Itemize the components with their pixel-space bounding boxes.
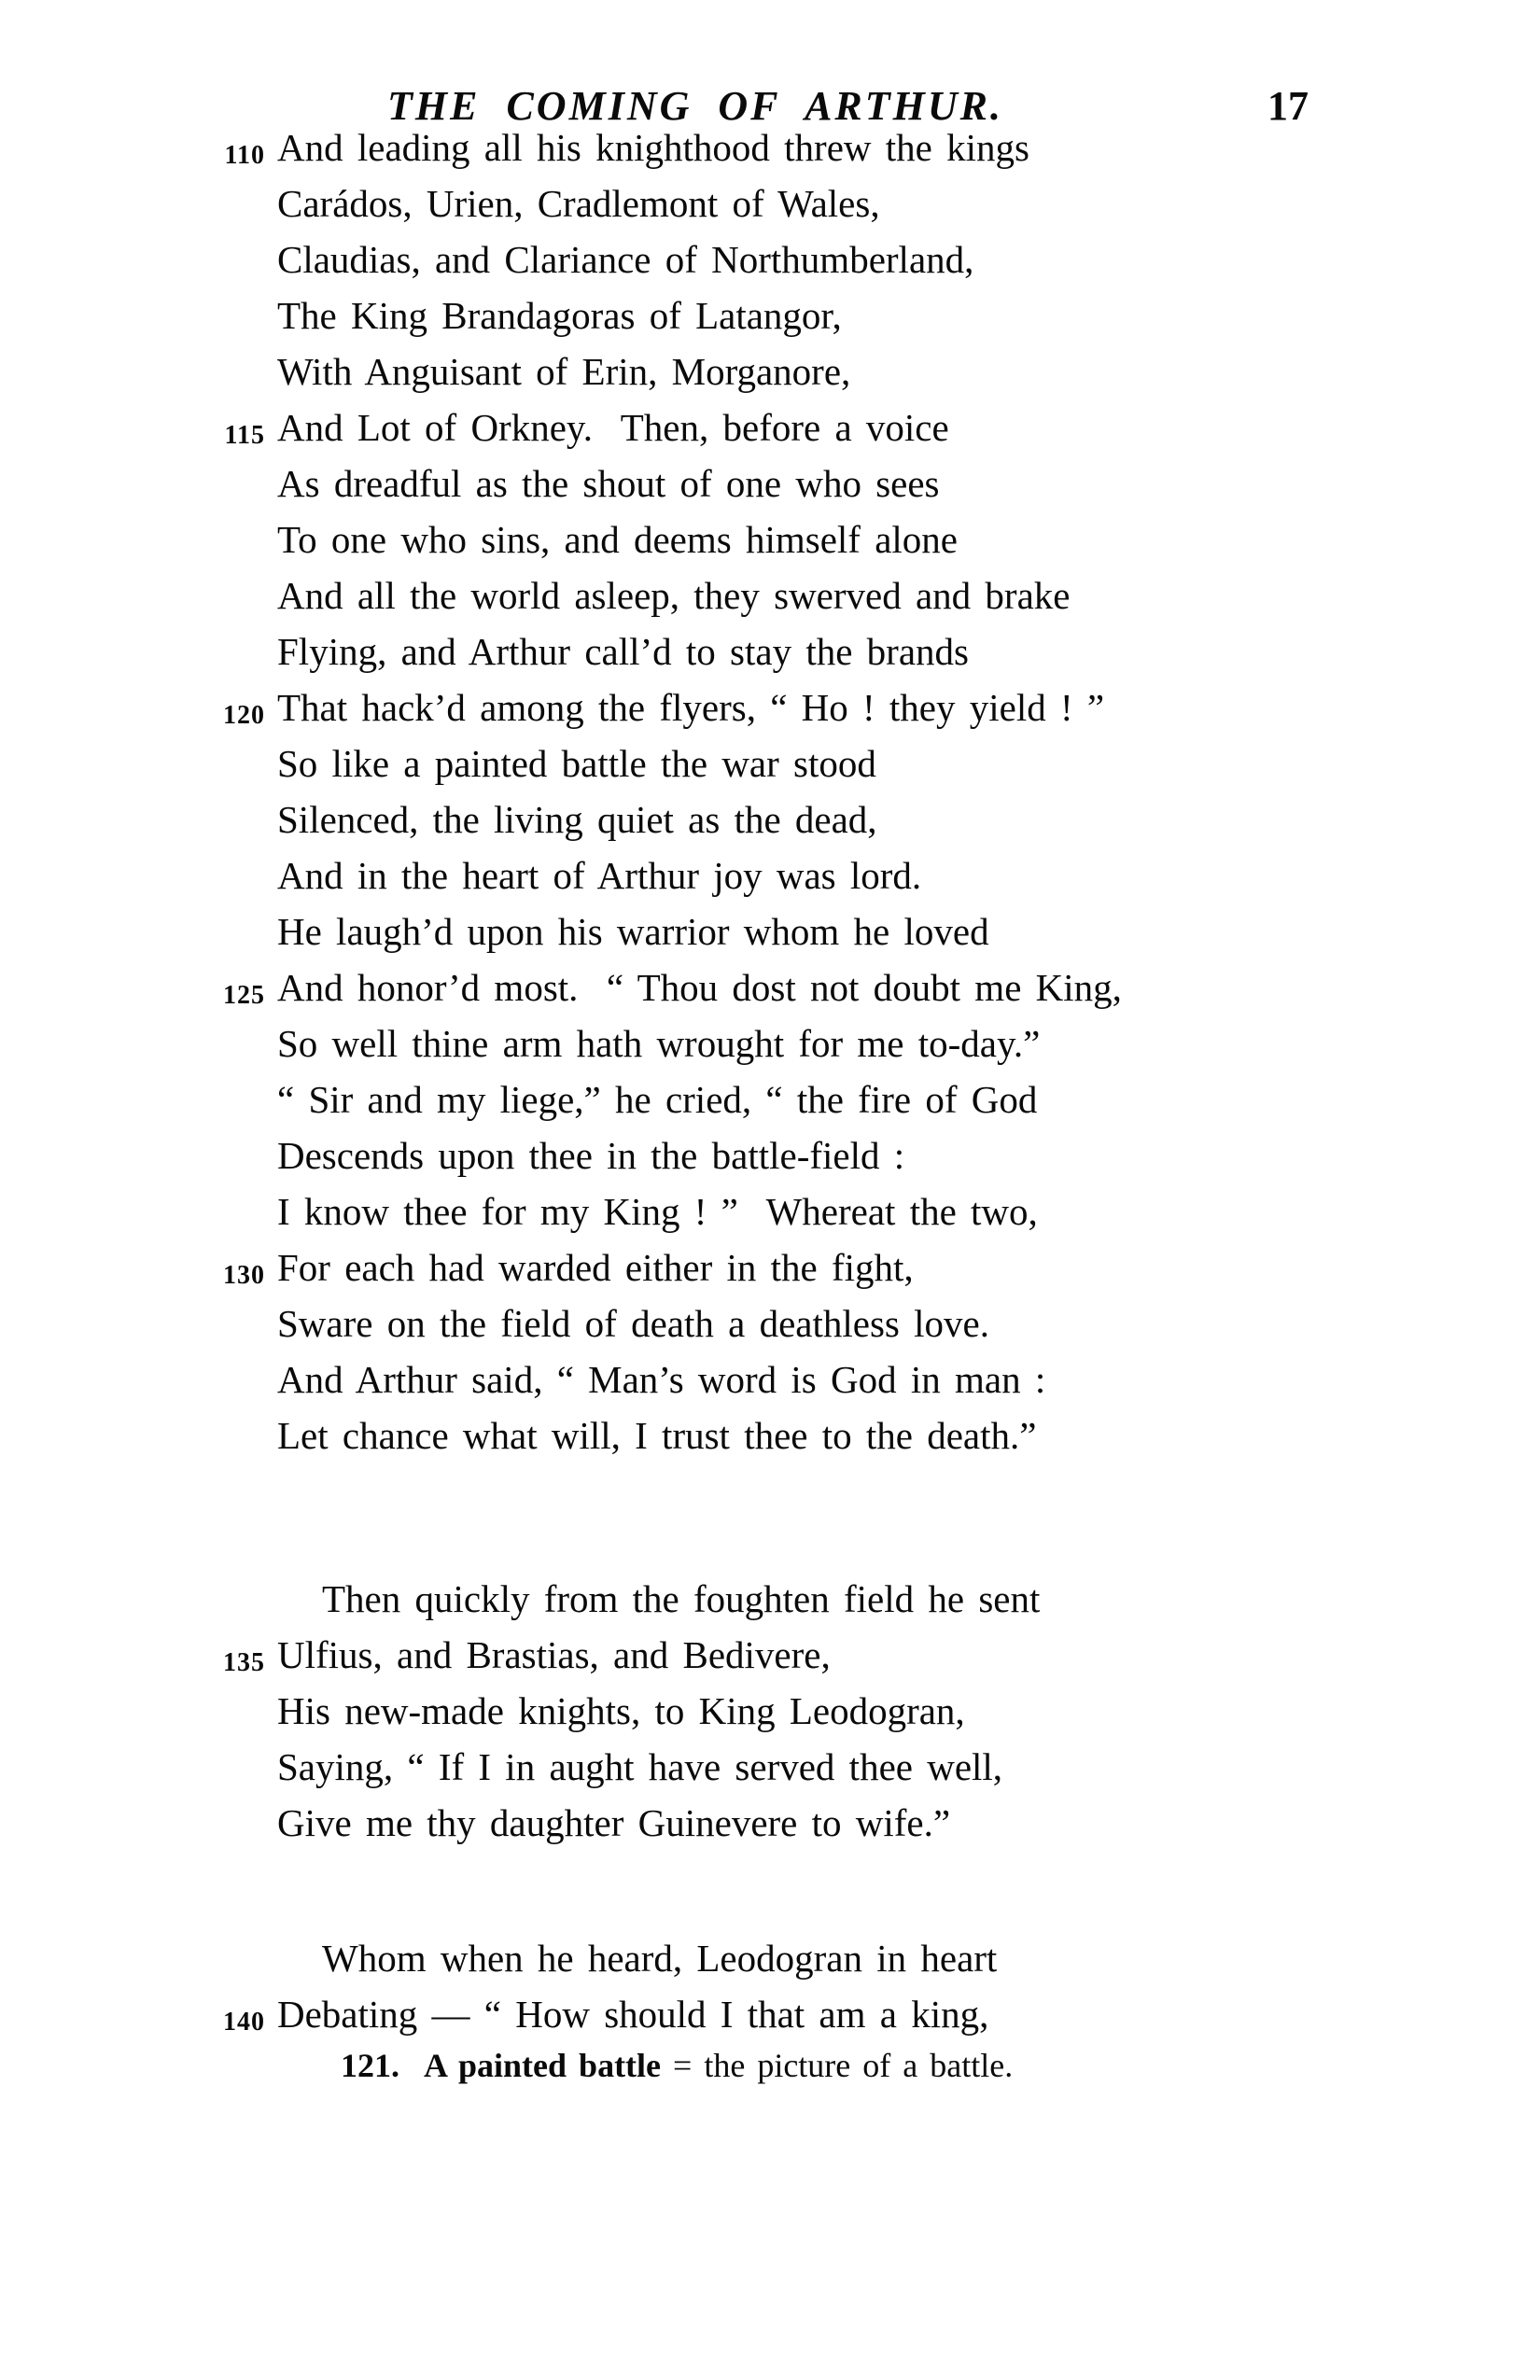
- footnote-spacer2: [661, 2047, 673, 2084]
- poem-line: [217, 1239, 1318, 1295]
- poem-line-text: Silenced, the living quiet as the dead,: [277, 798, 877, 841]
- page-number: 17: [1267, 83, 1309, 129]
- poem-line-text: So like a painted battle the war stood: [277, 742, 876, 785]
- footnote-term: A painted battle: [424, 2047, 662, 2084]
- poem-line-text: And all the world asleep, they swerved and brake: [277, 574, 1071, 617]
- poem-line: [217, 1407, 1318, 1463]
- line-number: 115: [224, 421, 265, 450]
- poem-line: [217, 1351, 1318, 1407]
- line-number: 140: [223, 2008, 265, 2037]
- footnote-number: 121.: [341, 2047, 399, 2084]
- stanza: [217, 119, 1318, 1463]
- poem-line: [217, 511, 1318, 567]
- poem-line-text: Sware on the field of death a deathless love.: [277, 1302, 989, 1345]
- poem-line: [217, 847, 1318, 903]
- poem-line-text: As dreadful as the shout of one who sees: [277, 462, 940, 505]
- stanza: [217, 1930, 1318, 2042]
- poem-line: [217, 1930, 1318, 1986]
- poem-line: [217, 455, 1318, 511]
- poem-line: [217, 399, 1318, 455]
- poem-line: [217, 1183, 1318, 1239]
- line-number: 125: [223, 981, 265, 1010]
- poem-line-text: Give me thy daughter Guinevere to wife.”: [277, 1801, 951, 1844]
- line-number: 120: [223, 701, 265, 730]
- footnote: [341, 2046, 1013, 2085]
- poem-line: [217, 959, 1318, 1015]
- poem-line-text: Claudias, and Clariance of Northumberland,: [277, 238, 974, 281]
- poem-line-text: Then quickly from the foughten field he sent: [322, 1577, 1041, 1620]
- poem-line: [217, 175, 1318, 231]
- poem-line-text: And leading all his knighthood threw the kings: [277, 126, 1029, 169]
- line-number: 110: [224, 141, 265, 170]
- poem-line: [217, 1986, 1318, 2042]
- poem-line: [217, 1071, 1318, 1127]
- poem-line: [217, 1683, 1318, 1739]
- poem-line-text: With Anguisant of Erin, Morganore,: [277, 350, 851, 393]
- poem-line: [217, 623, 1318, 679]
- poem-line-text: That hack’d among the flyers, “ Ho ! they yield ! ”: [277, 686, 1105, 729]
- poem-line-text: Saying, “ If I in aught have served thee well,: [277, 1745, 1003, 1788]
- poem-line-text: And Lot of Orkney. Then, before a voice: [277, 406, 949, 449]
- poem-line-text: And honor’d most. “ Thou dost not doubt me King,: [277, 966, 1122, 1009]
- poem-line-text: Descends upon thee in the battle-field :: [277, 1134, 905, 1177]
- poem-line-text: I know thee for my King ! ” Whereat the two,: [277, 1190, 1038, 1233]
- poem-line: [217, 679, 1318, 735]
- footnote-spacer: [399, 2047, 424, 2084]
- poem-line: [217, 1127, 1318, 1183]
- poem-line-text: “ Sir and my liege,” he cried, “ the fire of God: [277, 1078, 1038, 1121]
- poem-line: [217, 903, 1318, 959]
- poem-line-text: Debating — “ How should I that am a king,: [277, 1993, 989, 2036]
- poem-line: [217, 1795, 1318, 1851]
- poem-line-text: The King Brandagoras of Latangor,: [277, 294, 842, 337]
- footnote-definition: = the picture of a battle.: [673, 2047, 1014, 2084]
- poem-line-text: And in the heart of Arthur joy was lord.: [277, 854, 922, 897]
- poem-line: [217, 1015, 1318, 1071]
- poem-line: [217, 119, 1318, 175]
- poem-line-text: His new-made knights, to King Leodogran,: [277, 1689, 965, 1732]
- poem-line: [217, 231, 1318, 287]
- poem-line: [217, 567, 1318, 623]
- poem-line: [217, 791, 1318, 847]
- poem-line: [217, 1295, 1318, 1351]
- poem-line-text: Flying, and Arthur call’d to stay the brands: [277, 630, 969, 673]
- poem-line-text: To one who sins, and deems himself alone: [277, 518, 958, 561]
- stanza: [217, 1571, 1318, 1851]
- poem-line-text: Let chance what will, I trust thee to the death.”: [277, 1414, 1037, 1457]
- poem-line: [217, 343, 1318, 399]
- poem-line-text: So well thine arm hath wrought for me to-day.”: [277, 1022, 1041, 1065]
- poem-line-text: Ulfius, and Brastias, and Bedivere,: [277, 1633, 831, 1676]
- poem-line: [217, 1739, 1318, 1795]
- poem-line-text: Whom when he heard, Leodogran in heart: [322, 1937, 998, 1980]
- poem-line-text: And Arthur said, “ Man’s word is God in man :: [277, 1358, 1046, 1401]
- poem-line: [217, 735, 1318, 791]
- poem-line: [217, 1627, 1318, 1683]
- running-header-title: THE COMING OF ARTHUR.: [387, 83, 1003, 129]
- poem-line: [217, 1571, 1318, 1627]
- poem-line-text: He laugh’d upon his warrior whom he loved: [277, 910, 989, 953]
- line-number: 135: [223, 1648, 265, 1677]
- poem-line-text: Carádos, Urien, Cradlemont of Wales,: [277, 182, 880, 225]
- poem-line-text: For each had warded either in the fight,: [277, 1246, 914, 1289]
- line-number: 130: [223, 1261, 265, 1290]
- poem-body: [217, 119, 1318, 2042]
- poem-line: [217, 287, 1318, 343]
